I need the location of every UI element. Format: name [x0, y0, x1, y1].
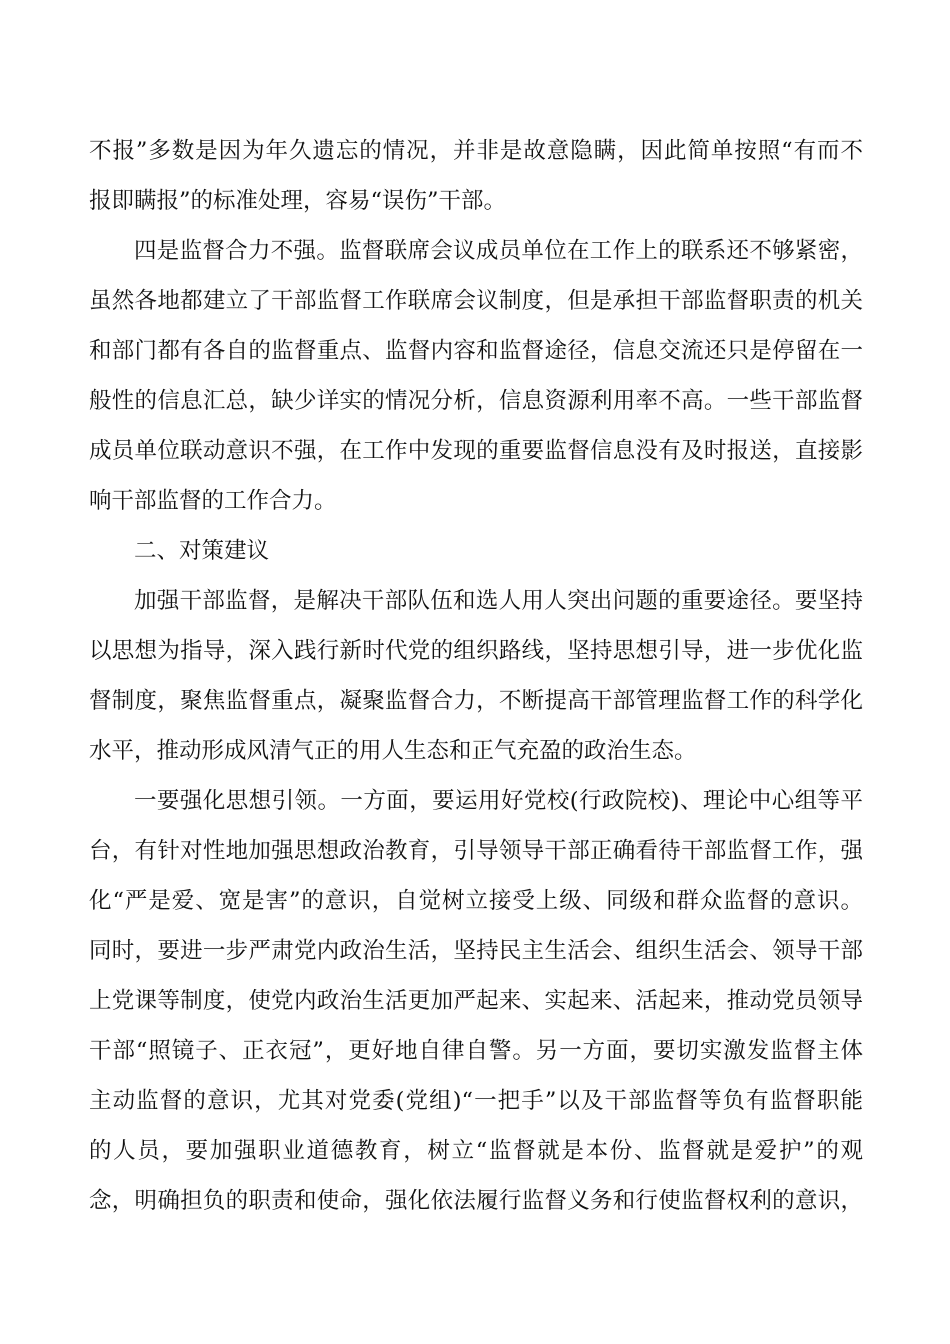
- paragraph-first-line: 四是监督合力不强。监督联席会议成员单位在工作上的联系还不够紧密，: [134, 238, 863, 264]
- text-line: 虽然各地都建立了干部监督工作联席会议制度，但是承担干部监督职责的机关: [89, 288, 863, 314]
- text-line: 响干部监督的工作合力。: [89, 488, 337, 514]
- paragraph-first-line: 加强干部监督，是解决干部队伍和选人用人突出问题的重要途径。要坚持: [134, 588, 863, 614]
- text-line: 同时，要进一步严肃党内政治生活，坚持民主生活会、组织生活会、领导干部: [89, 938, 863, 964]
- text-line: 主动监督的意识，尤其对党委(党组)“一把手”以及干部监督等负有监督职能: [89, 1088, 863, 1114]
- text-line: 以思想为指导，深入践行新时代党的组织路线，坚持思想引导，进一步优化监: [89, 638, 863, 664]
- text-line: 水平，推动形成风清气正的用人生态和正气充盈的政治生态。: [89, 738, 697, 764]
- section-heading: 二、对策建议: [134, 538, 270, 564]
- text-line: 干部“照镜子、正衣冠”，更好地自律自警。另一方面，要切实激发监督主体: [89, 1038, 863, 1064]
- text-line: 台，有针对性地加强思想政治教育，引导领导干部正确看待干部监督工作，强: [89, 838, 863, 864]
- text-line: 的人员，要加强职业道德教育，树立“监督就是本份、监督就是爱护”的观: [89, 1138, 863, 1164]
- text-line: 化“严是爱、宽是害”的意识，自觉树立接受上级、同级和群众监督的意识。: [89, 888, 863, 914]
- text-line: 督制度，聚焦监督重点，凝聚监督合力，不断提高干部管理监督工作的科学化: [89, 688, 863, 714]
- text-line: 念，明确担负的职责和使命，强化依法履行监督义务和行使监督权利的意识，: [89, 1188, 863, 1214]
- text-line: 和部门都有各自的监督重点、监督内容和监督途径，信息交流还只是停留在一: [89, 338, 863, 364]
- text-line: 成员单位联动意识不强，在工作中发现的重要监督信息没有及时报送，直接影: [89, 438, 863, 464]
- text-line: 不报”多数是因为年久遗忘的情况，并非是故意隐瞒，因此简单按照“有而不: [89, 138, 863, 164]
- text-line: 报即瞒报”的标准处理，容易“误伤”干部。: [89, 188, 507, 214]
- paragraph-first-line: 一要强化思想引领。一方面，要运用好党校(行政院校)、理论中心组等平: [134, 788, 863, 814]
- text-line: 般性的信息汇总，缺少详实的情况分析，信息资源利用率不高。一些干部监督: [89, 388, 863, 414]
- text-line: 上党课等制度，使党内政治生活更加严起来、实起来、活起来，推动党员领导: [89, 988, 863, 1014]
